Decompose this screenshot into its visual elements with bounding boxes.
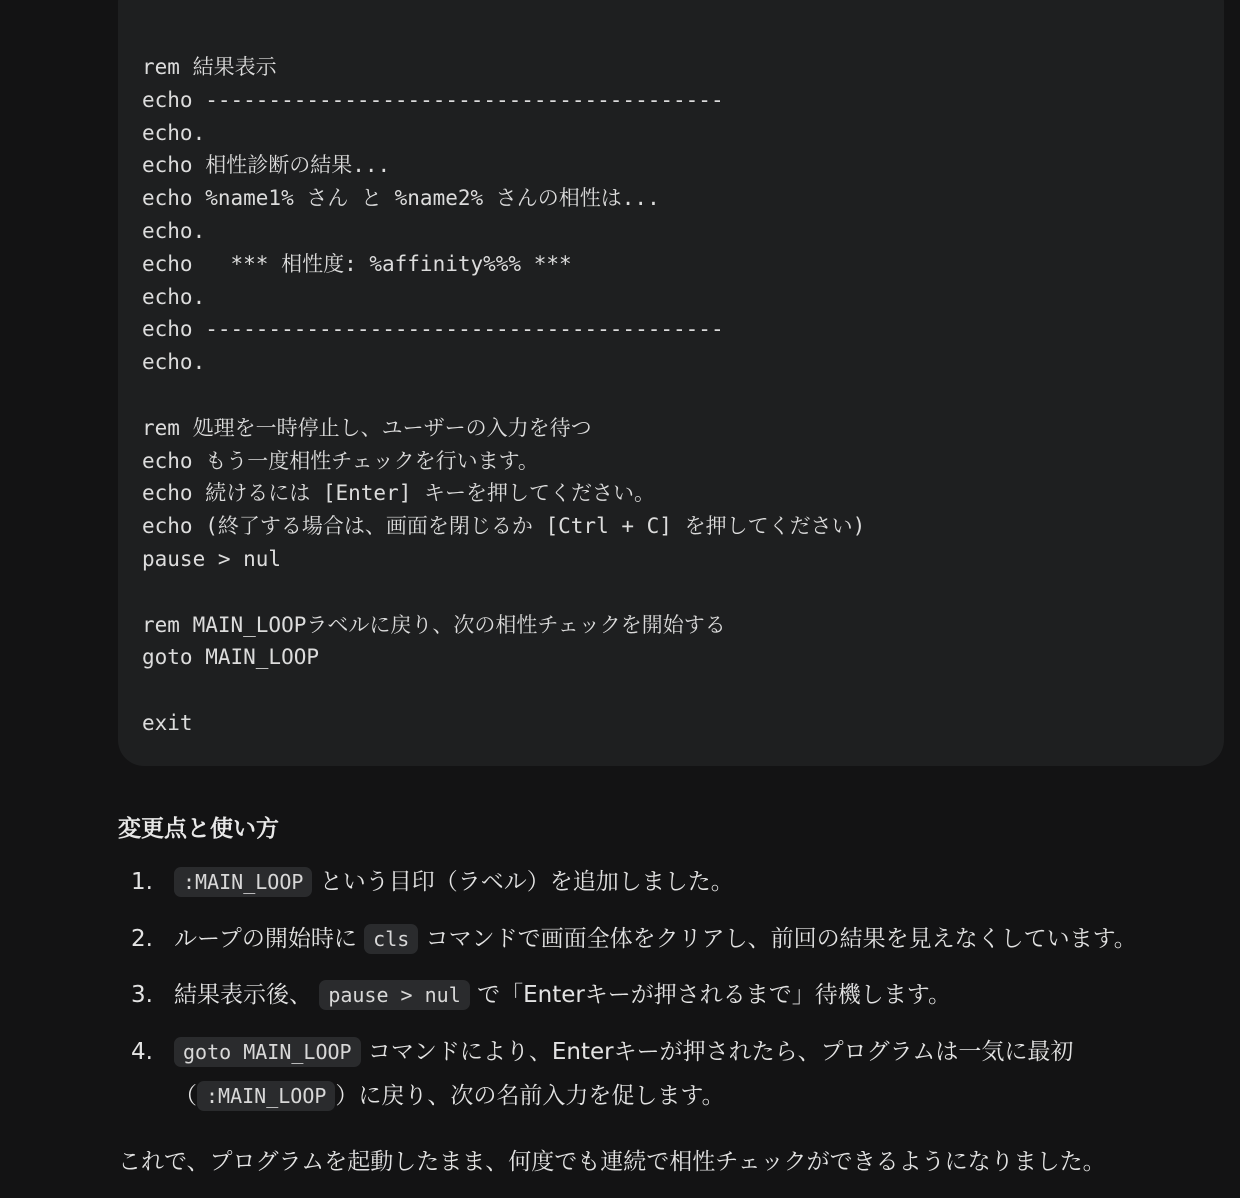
step-text: 結果表示後、 (174, 982, 312, 1008)
inline-code: goto MAIN_LOOP (174, 1037, 361, 1067)
section-heading: 変更点と使い方 (118, 816, 279, 842)
code-line: goto MAIN_LOOP (142, 645, 320, 670)
list-item (118, 917, 1228, 961)
code-line: echo. (142, 350, 206, 375)
step-text: ）に戻り、次の名前入力を促します。 (335, 1082, 725, 1109)
step-text: コマンドで画面全体をクリアし、前回の結果を見えなくしています。 (425, 925, 1137, 952)
step-number: 4. (131, 1038, 153, 1065)
step-text: で「Enterキーが押されるまで」待機します。 (477, 982, 951, 1008)
step-text: （ (174, 1082, 197, 1109)
code-line (142, 379, 865, 412)
code-line: echo (終了する場合は、画面を閉じるか [Ctrl + C] を押してください) (142, 514, 866, 539)
code-line: echo もう一度相性チェックを行います。 (142, 448, 539, 473)
code-line: echo ----------------------------------------- (142, 87, 724, 112)
code-line: rem 処理を一時停止し、ユーザーの入力を待つ (142, 415, 592, 440)
step-text: コマンドにより、Enterキーが押されたら、プログラムは一気に最初 (367, 1038, 1074, 1065)
list-item (118, 973, 1228, 1017)
code-line: echo 続けるには [Enter] キーを押してください。 (142, 481, 656, 506)
code-line: echo. (142, 218, 206, 243)
code-line (142, 674, 865, 707)
code-line: echo. (142, 284, 206, 309)
step-text: という目印（ラベル）を追加しました。 (319, 869, 734, 895)
list-item (118, 1030, 1228, 1118)
step-number: 2. (131, 925, 153, 952)
code-line: echo *** 相性度: %affinity%%% *** (142, 251, 572, 276)
steps-list (118, 860, 1228, 1130)
code-lines (142, 51, 865, 740)
inline-code: :MAIN_LOOP (174, 867, 312, 897)
step-text: ループの開始時に (174, 925, 357, 952)
code-line: rem MAIN_LOOPラベルに戻り、次の相性チェックを開始する (142, 612, 726, 637)
step-number: 3. (131, 982, 153, 1008)
inline-code: :MAIN_LOOP (197, 1081, 335, 1111)
code-line: echo %name1% さん と %name2% さんの相性は... (142, 186, 660, 211)
code-line: echo. (142, 120, 206, 145)
code-line: exit (142, 710, 193, 735)
code-line: echo ----------------------------------------- (142, 317, 724, 342)
code-line: rem 結果表示 (142, 55, 277, 79)
inline-code: pause > nul (319, 980, 469, 1010)
code-line: pause > nul (142, 546, 282, 571)
code-line (142, 576, 865, 609)
summary-paragraph: これで、プログラムを起動したまま、何度でも連続で相性チェックができるようになりました。 (118, 1149, 1106, 1175)
inline-code: cls (364, 924, 418, 954)
code-line: echo 相性診断の結果... (142, 153, 391, 178)
list-item (118, 860, 1228, 904)
step-number: 1. (131, 869, 153, 895)
